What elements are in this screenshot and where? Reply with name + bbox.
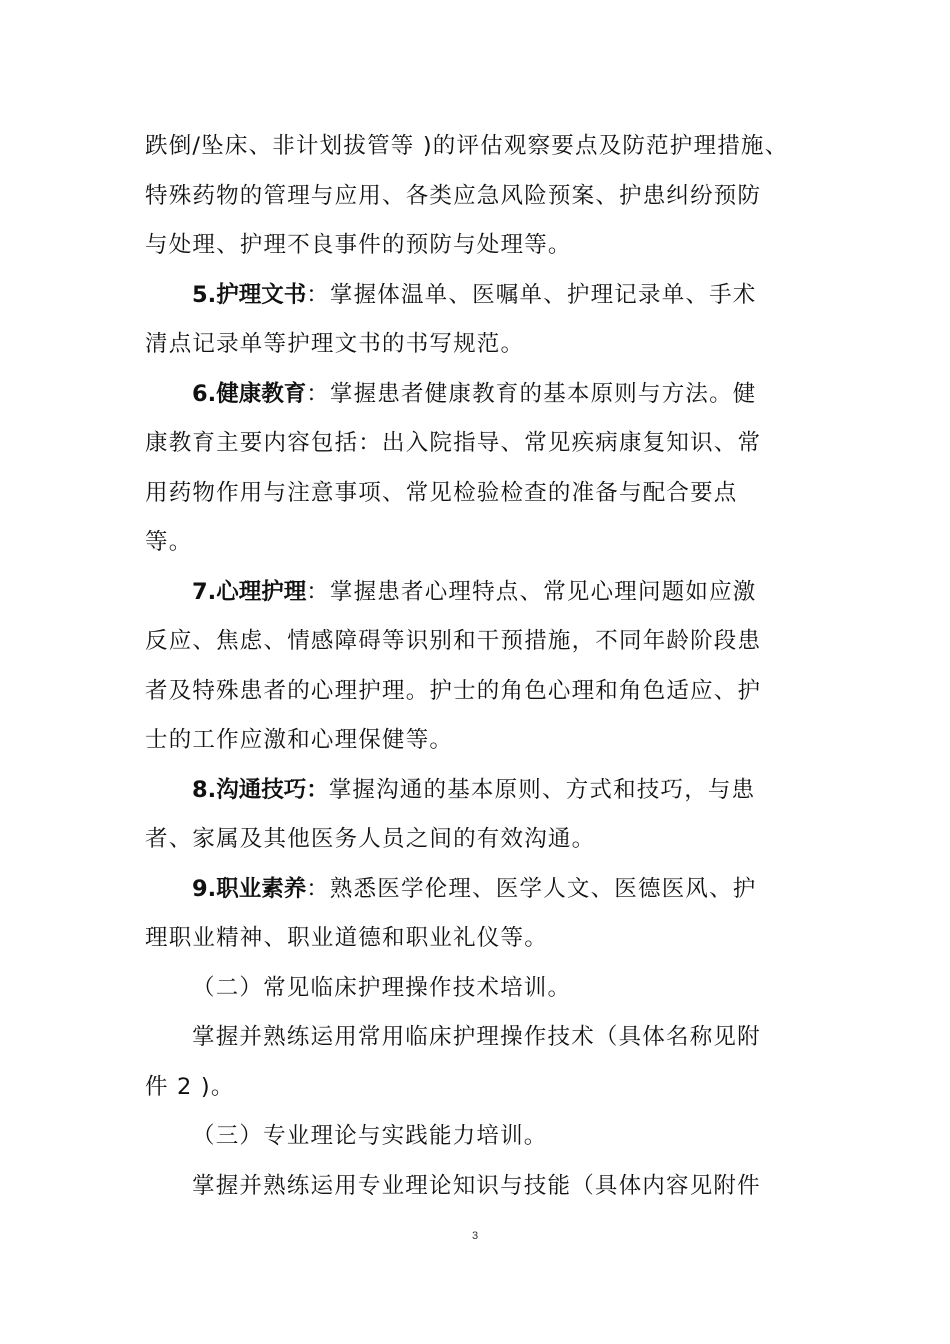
- text-line: 反应、焦虑、情感障碍等识别和干预措施，不同年龄阶段患: [145, 628, 762, 654]
- text-line: 清点记录单等护理文书的书写规范。: [145, 331, 525, 357]
- text-line: 掌握沟通的基本原则、方式和技巧，与患: [328, 776, 756, 803]
- text-line: 者及特殊患者的心理护理。护士的角色心理和角色适应、护: [145, 677, 762, 704]
- paragraph-nursing-documents: [145, 271, 805, 370]
- text-line: 跌倒/坠床、非计划拔管等 )的评估观察要点及防范护理措施、: [145, 133, 789, 159]
- paragraph-professional-theory: [145, 1162, 805, 1212]
- paragraph-clinical-skills: [145, 1013, 805, 1112]
- section-heading: 6.健康教育: [192, 380, 307, 407]
- text-line: （二）常见临床护理操作技术培训。: [192, 974, 572, 1001]
- text-line: ：掌握体温单、医嘱单、护理记录单、手术: [306, 281, 757, 308]
- section-heading: 5.护理文书: [192, 281, 307, 308]
- text-line: 等。: [145, 529, 193, 555]
- text-line: 者、家属及其他医务人员之间的有效沟通。: [145, 826, 596, 852]
- text-line: 件 2 )。: [145, 1073, 235, 1100]
- text-line: 康教育主要内容包括：出入院指导、常见疾病康复知识、常: [145, 430, 762, 456]
- text-line: （三）专业理论与实践能力培训。: [192, 1123, 548, 1149]
- page-number: 3: [471, 1230, 479, 1242]
- text-line: 特殊药物的管理与应用、各类应急风险预案、护患纠纷预防: [145, 182, 762, 209]
- text-line: 士的工作应激和心理保健等。: [145, 727, 454, 753]
- text-line: 用药物作用与注意事项、常见检验检查的准备与配合要点: [145, 479, 738, 506]
- paragraph-psychological-nursing: [145, 568, 805, 766]
- text-line: 理职业精神、职业道德和职业礼仪等。: [145, 925, 548, 951]
- paragraph-health-education: [145, 370, 805, 568]
- text-line: ：掌握患者心理特点、常见心理问题如应激: [306, 578, 757, 605]
- document-page: [145, 122, 805, 1211]
- text-line: ：熟悉医学伦理、医学人文、医德医风、护: [306, 875, 757, 902]
- section-title-clinical-skills: [145, 964, 805, 1014]
- paragraph-professional-quality: [145, 865, 805, 964]
- section-title-professional-theory: [145, 1112, 805, 1162]
- section-heading: 8.沟通技巧：: [192, 776, 329, 803]
- section-heading: 7.心理护理: [192, 578, 307, 605]
- paragraph-communication-skills: [145, 766, 805, 865]
- text-line: 掌握并熟练运用常用临床护理操作技术（具体名称见附: [192, 1024, 761, 1050]
- section-heading: 9.职业素养: [192, 875, 307, 902]
- text-line: ：掌握患者健康教育的基本原则与方法。健: [306, 380, 757, 407]
- paragraph-continued: [145, 122, 805, 271]
- text-line: 掌握并熟练运用专业理论知识与技能（具体内容见附件: [192, 1172, 761, 1199]
- text-line: 与处理、护理不良事件的预防与处理等。: [145, 232, 572, 258]
